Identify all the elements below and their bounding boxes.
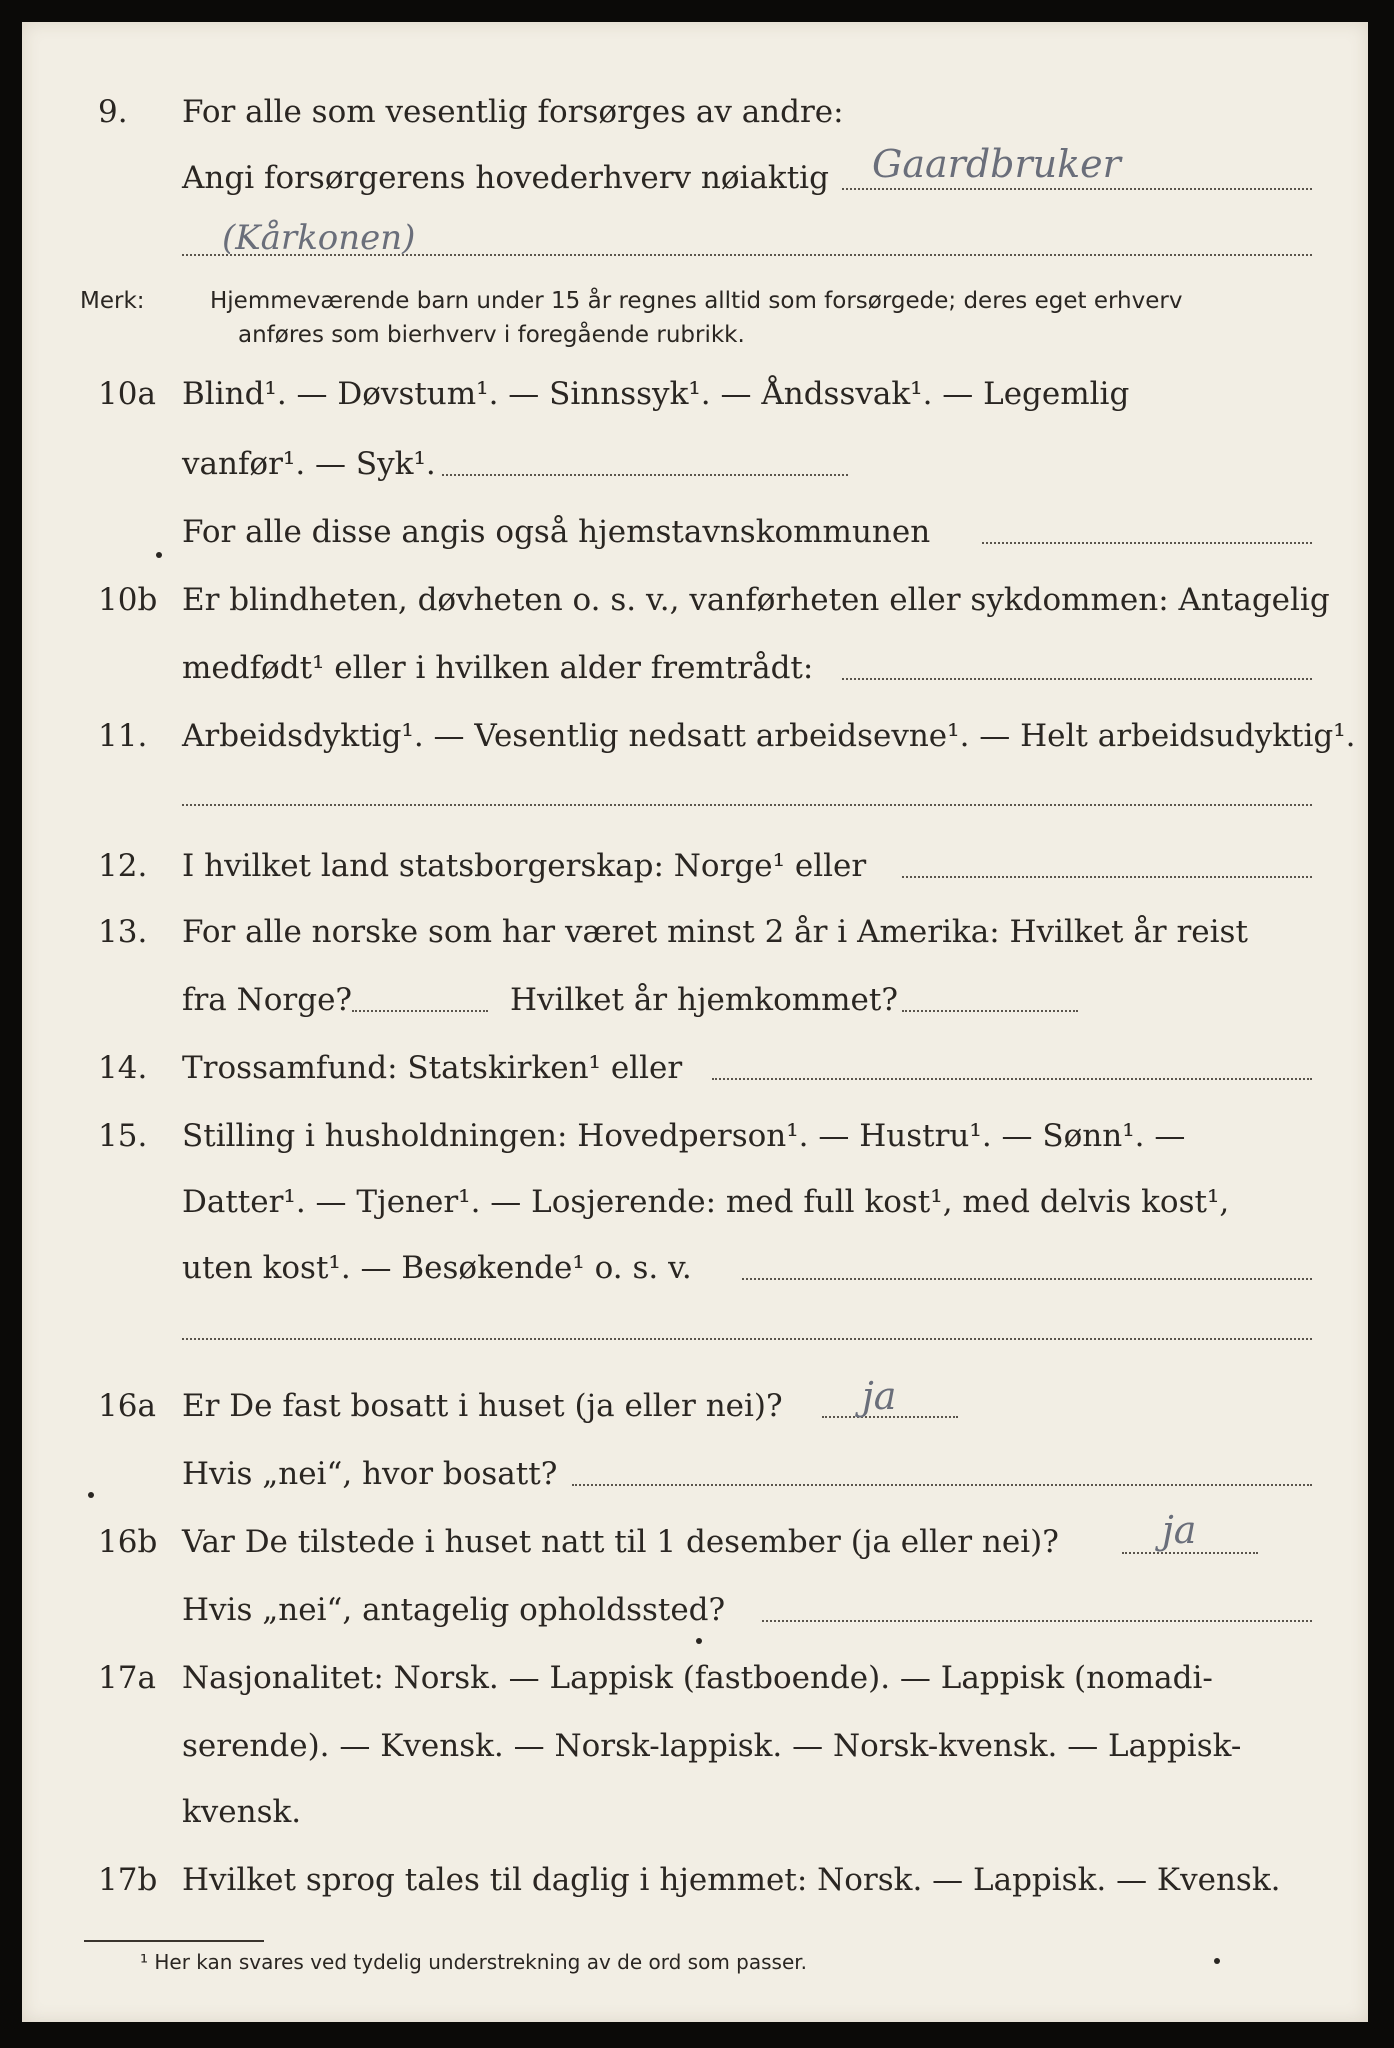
q17a-row1 <box>22 1654 1368 1702</box>
q14-text-line1: Trossamfund: Statskirken¹ eller <box>182 1050 683 1086</box>
q16b-handwritten-answer: ja <box>1162 1508 1197 1552</box>
q13-text-line1: For alle norske som har været minst 2 år i Amerika: Hvilket år reist <box>182 914 1248 950</box>
q16a-bosatt-line <box>572 1484 1312 1486</box>
q16a-row1 <box>22 1382 1368 1430</box>
q15-row1 <box>22 1112 1368 1160</box>
q12-answer-line <box>902 876 1312 878</box>
q16b-opholdssted-line <box>762 1620 1312 1622</box>
q17b-number: 17b <box>98 1862 158 1898</box>
q16b-number: 16b <box>98 1524 158 1560</box>
q14-answer-line <box>712 1078 1312 1080</box>
q10a-text-line2: vanfør¹. — Syk¹. <box>182 446 436 482</box>
q15-answer-line2 <box>182 1338 1312 1340</box>
q9-text-line1: For alle som vesentlig forsørges av andre: <box>182 94 844 130</box>
q15-text-line3: uten kost¹. — Besøkende¹ o. s. v. <box>182 1250 692 1286</box>
stray-dot-mark <box>156 552 162 558</box>
q17b-row1 <box>22 1856 1368 1904</box>
merk-line2: anføres som bierhverv i foregående rubrikk. <box>238 322 745 348</box>
q15-row3 <box>22 1244 1368 1292</box>
q13-row1 <box>22 908 1368 956</box>
q10b-text-line2: medfødt¹ eller i hvilken alder fremtrådt: <box>182 650 814 686</box>
q9-handwritten-occupation: Gaardbruker <box>872 142 1121 186</box>
q10a-row3 <box>22 508 1368 556</box>
q10b-answer-line <box>842 678 1312 680</box>
q9-row2 <box>22 154 1368 202</box>
q15-text-line2: Datter¹. — Tjener¹. — Losjerende: med full kost¹, med delvis kost¹, <box>182 1184 1230 1220</box>
q11-number: 11. <box>98 718 148 754</box>
q9-row1 <box>22 88 1368 136</box>
q16a-row2 <box>22 1450 1368 1498</box>
q13-text-line2a: fra Norge? <box>182 982 353 1018</box>
q13-reist-line <box>352 1010 488 1012</box>
q9-text-line2: Angi forsørgerens hovederhverv nøiaktig <box>182 160 829 196</box>
q16a-text-line1: Er De fast bosatt i huset (ja eller nei)? <box>182 1388 783 1424</box>
merk-note <box>80 284 1312 354</box>
q12-number: 12. <box>98 848 148 884</box>
q15-answer-line <box>742 1278 1312 1280</box>
stray-dot-mark <box>1214 1958 1220 1964</box>
q16b-answer-line <box>1122 1552 1258 1554</box>
merk-label: Merk: <box>80 288 145 314</box>
q9-answer-line <box>842 188 1312 190</box>
q17a-text-line2: serende). — Kvensk. — Norsk-lappisk. — Norsk-kvensk. — Lappisk- <box>182 1728 1242 1764</box>
q11-row1 <box>22 712 1368 760</box>
footnote: ¹ Her kan svares ved tydelig understrekning av de ord som passer. <box>140 1950 808 1974</box>
q10a-row1 <box>22 370 1368 418</box>
q10b-text-line1: Er blindheten, døvheten o. s. v., vanførheten eller sykdommen: Antagelig <box>182 582 1330 618</box>
stray-dot-mark <box>696 1638 702 1644</box>
q13-number: 13. <box>98 914 148 950</box>
census-form-page <box>22 22 1368 2022</box>
q12-text-line1: I hvilket land statsborgerskap: Norge¹ eller <box>182 848 867 884</box>
q17a-row3 <box>22 1788 1368 1836</box>
q13-row2 <box>22 976 1368 1024</box>
footnote-rule <box>84 1940 264 1942</box>
q10a-text-line3: For alle disse angis også hjemstavnskommunen <box>182 514 931 550</box>
q13-text-line2b: Hvilket år hjemkommet? <box>510 982 898 1018</box>
merk-line1: Hjemmeværende barn under 15 år regnes alltid som forsørgede; deres eget erhverv <box>210 288 1183 314</box>
q10b-number: 10b <box>98 582 158 618</box>
q17b-text-line1: Hvilket sprog tales til daglig i hjemmet: Norsk. — Lappisk. — Kvensk. <box>182 1862 1281 1898</box>
q16a-number: 16a <box>98 1388 156 1424</box>
q10a-hjemstavn-line <box>982 542 1312 544</box>
q15-text-line1: Stilling i husholdningen: Hovedperson¹. — Hustru¹. — Sønn¹. — <box>182 1118 1186 1154</box>
q14-row1 <box>22 1044 1368 1092</box>
q9-number: 9. <box>98 94 128 130</box>
q16b-text-line1: Var De tilstede i huset natt til 1 desember (ja eller nei)? <box>182 1524 1059 1560</box>
q15-row2 <box>22 1178 1368 1226</box>
q11-text-line1: Arbeidsdyktig¹. — Vesentlig nedsatt arbeidsevne¹. — Helt arbeidsudyktig¹. <box>182 718 1356 754</box>
q16b-text-line2: Hvis „nei“, antagelig opholdssted? <box>182 1592 726 1628</box>
q12-row1 <box>22 842 1368 890</box>
q15-number: 15. <box>98 1118 148 1154</box>
q10a-number: 10a <box>98 376 156 412</box>
q14-number: 14. <box>98 1050 148 1086</box>
q16a-handwritten-answer: ja <box>862 1374 897 1418</box>
q10b-row1 <box>22 576 1368 624</box>
q17a-text-line3: kvensk. <box>182 1794 302 1830</box>
q9-handwritten-note: (Kårkonen) <box>222 218 416 258</box>
q17a-row2 <box>22 1722 1368 1770</box>
q10a-answer-line <box>442 474 848 476</box>
q10a-text-line1: Blind¹. — Døvstum¹. — Sinnssyk¹. — Åndssvak¹. — Legemlig <box>182 376 1130 412</box>
q16b-row2 <box>22 1586 1368 1634</box>
stray-dot-mark <box>88 1492 94 1498</box>
q11-answer-line <box>182 804 1312 806</box>
q10a-row2 <box>22 440 1368 488</box>
q17a-number: 17a <box>98 1660 156 1696</box>
q10b-row2 <box>22 644 1368 692</box>
q17a-text-line1: Nasjonalitet: Norsk. — Lappisk (fastboende). — Lappisk (nomadi- <box>182 1660 1213 1696</box>
q16a-text-line2: Hvis „nei“, hvor bosatt? <box>182 1456 558 1492</box>
q13-hjemkommet-line <box>902 1010 1078 1012</box>
